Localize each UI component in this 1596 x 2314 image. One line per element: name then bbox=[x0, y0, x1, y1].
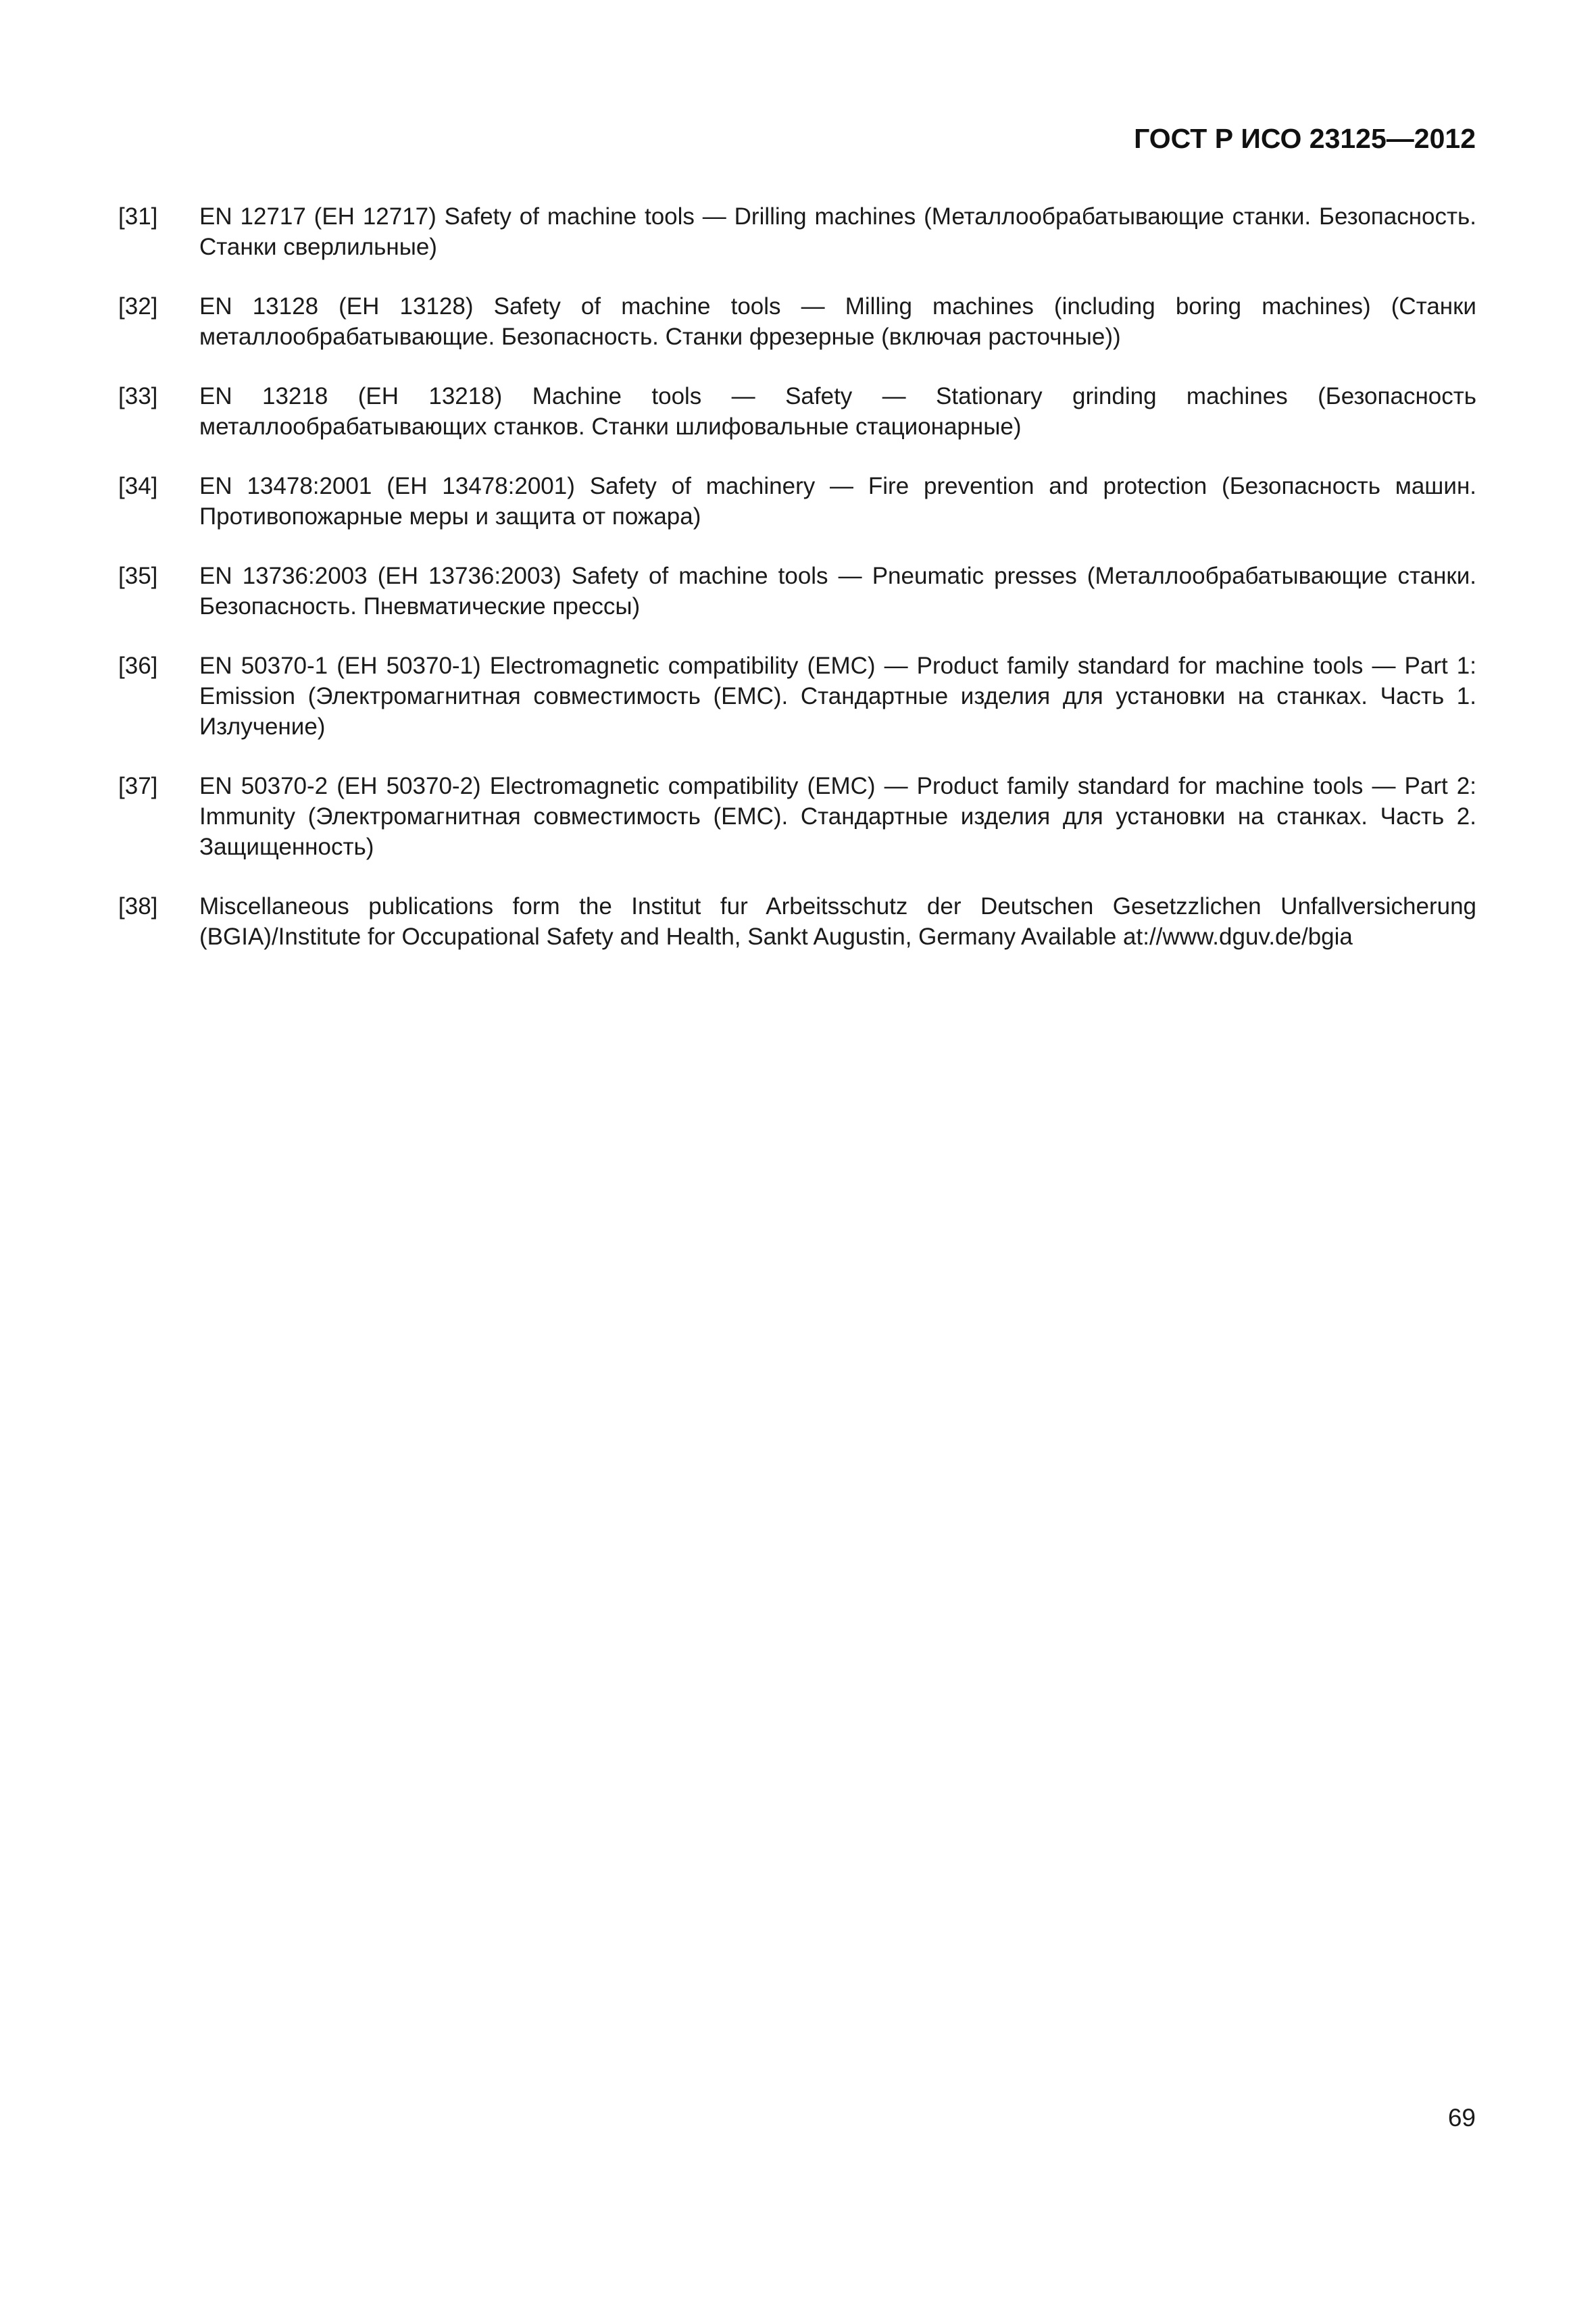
reference-text: EN 13478:2001 (ЕН 13478:2001) Safety of machinery — Fire prevention and protection (Безопасность машин. Противопожарные меры и защита от пожара) bbox=[199, 473, 1476, 530]
reference-number: [37] bbox=[118, 773, 158, 799]
reference-number: [31] bbox=[118, 203, 158, 230]
page-number: 69 bbox=[1447, 2104, 1476, 2132]
reference-item-35 bbox=[118, 561, 1476, 622]
reference-item-31 bbox=[118, 201, 1476, 262]
reference-text: EN 13736:2003 (ЕН 13736:2003) Safety of machine tools — Pneumatic presses (Металлообрабатывающие станки. Безопасность. Пневматические прессы) bbox=[199, 563, 1476, 620]
reference-text: EN 12717 (ЕН 12717) Safety of machine tools — Drilling machines (Металлообрабатывающие станки. Безопасность. Станки сверлильные) bbox=[199, 203, 1476, 260]
reference-text: EN 13218 (ЕН 13218) Machine tools — Safety — Stationary grinding machines (Безопасность металлообрабатывающих станков. Станки шлифовальные стационарные) bbox=[199, 383, 1476, 440]
reference-text: EN 50370-1 (ЕН 50370-1) Electromagnetic compatibility (EMC) — Product family standard for machine tools — Part 1: Emission (Электромагнитная совместимость (ЕМС). Стандартные изделия для установки на станках. Часть 1. Излучение) bbox=[199, 653, 1476, 740]
reference-item-34 bbox=[118, 471, 1476, 532]
reference-text: EN 50370-2 (ЕН 50370-2) Electromagnetic compatibility (EMC) — Product family standard for machine tools — Part 2: Immunity (Электромагнитная совместимость (ЕМС). Стандартные изделия для установки на станках. Часть 2. Защищенность) bbox=[199, 773, 1476, 860]
bibliography-list bbox=[118, 201, 1476, 981]
reference-number: [36] bbox=[118, 653, 158, 679]
reference-item-32 bbox=[118, 291, 1476, 352]
reference-item-38 bbox=[118, 891, 1476, 952]
reference-item-36 bbox=[118, 651, 1476, 742]
reference-text: EN 13128 (ЕН 13128) Safety of machine tools — Milling machines (including boring machines) (Станки металлообрабатывающие. Безопасность. Станки фрезерные (включая расточные)) bbox=[199, 293, 1476, 350]
reference-number: [38] bbox=[118, 893, 158, 920]
reference-number: [35] bbox=[118, 563, 158, 589]
reference-number: [33] bbox=[118, 383, 158, 409]
reference-number: [34] bbox=[118, 473, 158, 499]
reference-item-33 bbox=[118, 381, 1476, 442]
page-header-standard-code: ГОСТ Р ИСО 23125—2012 bbox=[1134, 123, 1476, 154]
reference-item-37 bbox=[118, 771, 1476, 862]
reference-text: Miscellaneous publications form the Institut fur Arbeitsschutz der Deutschen Gesetzzlichen Unfallversicherung (BGIA)/Institute for Occupational Safety and Health, Sankt Augustin, Germany Available at://www.dguv.de/bgia bbox=[199, 893, 1476, 950]
reference-number: [32] bbox=[118, 293, 158, 320]
